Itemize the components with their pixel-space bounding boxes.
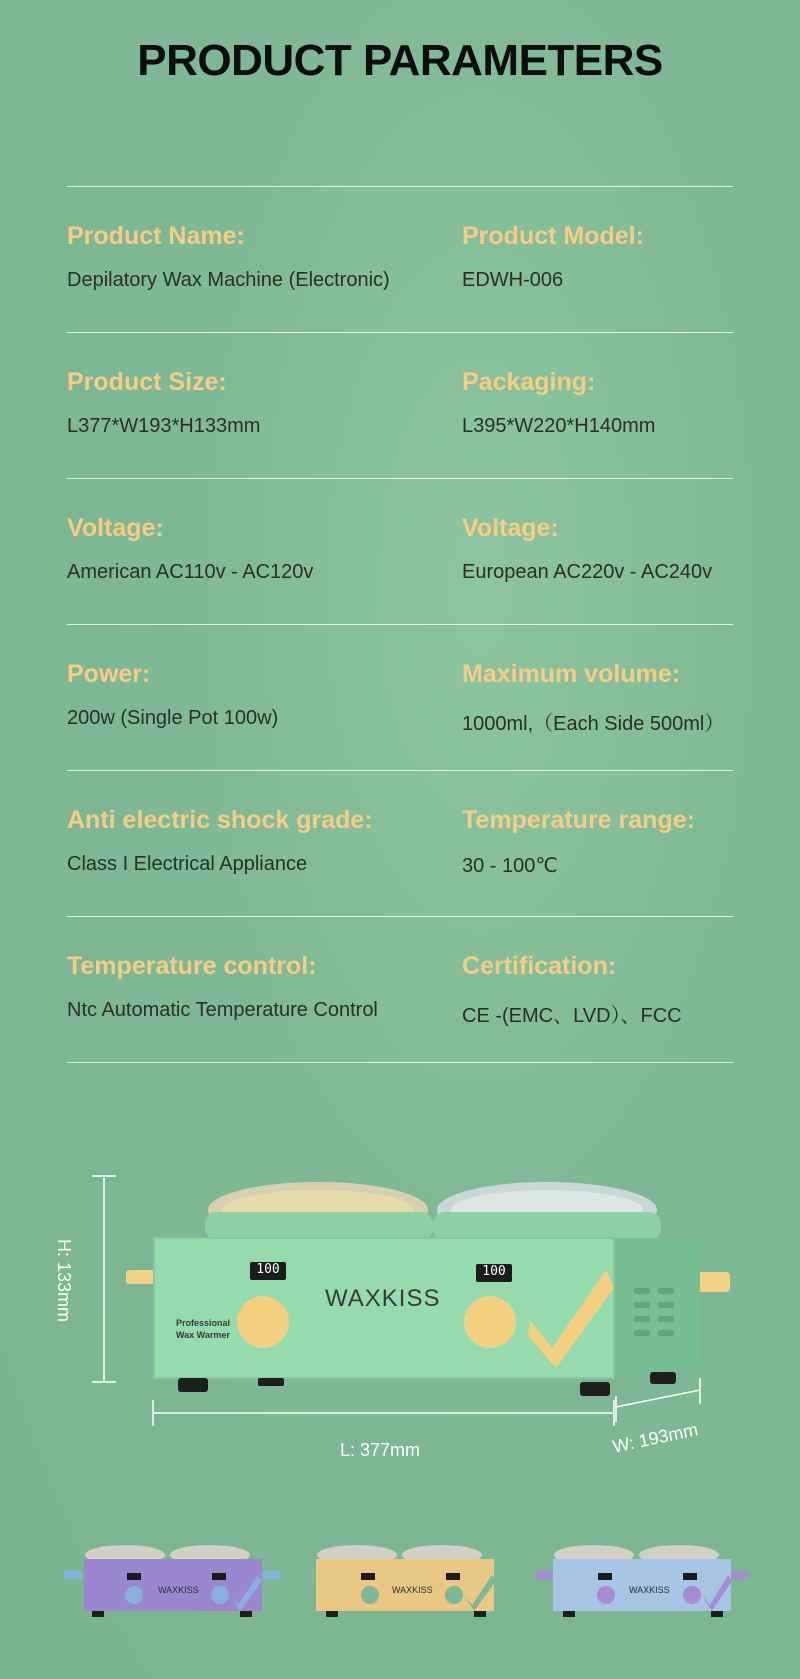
color-variants xyxy=(0,1535,800,1665)
divider xyxy=(67,186,733,187)
variant-blue xyxy=(535,1545,749,1617)
divider xyxy=(67,478,733,479)
param-label: Temperature range: xyxy=(462,806,695,834)
variant-brand-blue: WAXKISS xyxy=(629,1585,670,1595)
param-value: Ntc Automatic Temperature Control xyxy=(67,999,378,1021)
width-dimension-label: W: 193mm xyxy=(610,1419,700,1457)
divider xyxy=(67,332,733,333)
param-value: European AC220v - AC240v xyxy=(462,561,713,583)
param-value: 30 - 100℃ xyxy=(462,855,558,877)
divider xyxy=(67,916,733,917)
param-label: Product Name: xyxy=(67,222,245,250)
length-dimension-label: L: 377mm xyxy=(340,1440,421,1460)
param-label: Voltage: xyxy=(462,514,559,542)
variant-brand-yellow: WAXKISS xyxy=(392,1585,433,1595)
param-value: 200w (Single Pot 100w) xyxy=(67,707,279,729)
param-value: EDWH-006 xyxy=(462,269,564,291)
param-value: L395*W220*H140mm xyxy=(462,415,656,437)
param-label: Maximum volume: xyxy=(462,660,681,688)
divider xyxy=(67,624,733,625)
product-subtitle-1: Professional xyxy=(176,1318,231,1328)
divider xyxy=(67,1062,733,1063)
variant-thumbnails xyxy=(0,1535,800,1665)
param-value: CE -(EMC、LVD）、FCC xyxy=(462,1005,682,1027)
brand-logo: WAXKISS xyxy=(325,1285,441,1312)
param-label: Temperature control: xyxy=(67,952,317,980)
param-value: L377*W193*H133mm xyxy=(67,415,261,437)
variant-purple xyxy=(64,1545,280,1617)
variant-yellow xyxy=(298,1545,512,1617)
product-subtitle-2: Wax Warmer xyxy=(176,1330,230,1340)
param-label: Product Model: xyxy=(462,222,644,250)
variant-brand-purple: WAXKISS xyxy=(158,1585,199,1595)
param-value: Depilatory Wax Machine (Electronic) xyxy=(67,269,390,291)
page-title: PRODUCT PARAMETERS xyxy=(137,36,663,85)
divider xyxy=(67,770,733,771)
param-label: Packaging: xyxy=(462,368,596,396)
param-label: Voltage: xyxy=(67,514,164,542)
param-label: Power: xyxy=(67,660,151,688)
display-right: 100 xyxy=(482,1264,506,1279)
height-dimension-label: H: 133mm xyxy=(54,1238,75,1323)
param-value: American AC110v - AC120v xyxy=(67,561,314,583)
param-value: Class I Electrical Appliance xyxy=(67,853,308,875)
product-illustration xyxy=(0,1160,800,1490)
param-label: Anti electric shock grade: xyxy=(67,806,373,834)
param-label: Product Size: xyxy=(67,368,227,396)
display-left: 100 xyxy=(256,1262,280,1277)
param-label: Certification: xyxy=(462,952,617,980)
param-value: 1000ml,（Each Side 500ml） xyxy=(462,713,725,735)
